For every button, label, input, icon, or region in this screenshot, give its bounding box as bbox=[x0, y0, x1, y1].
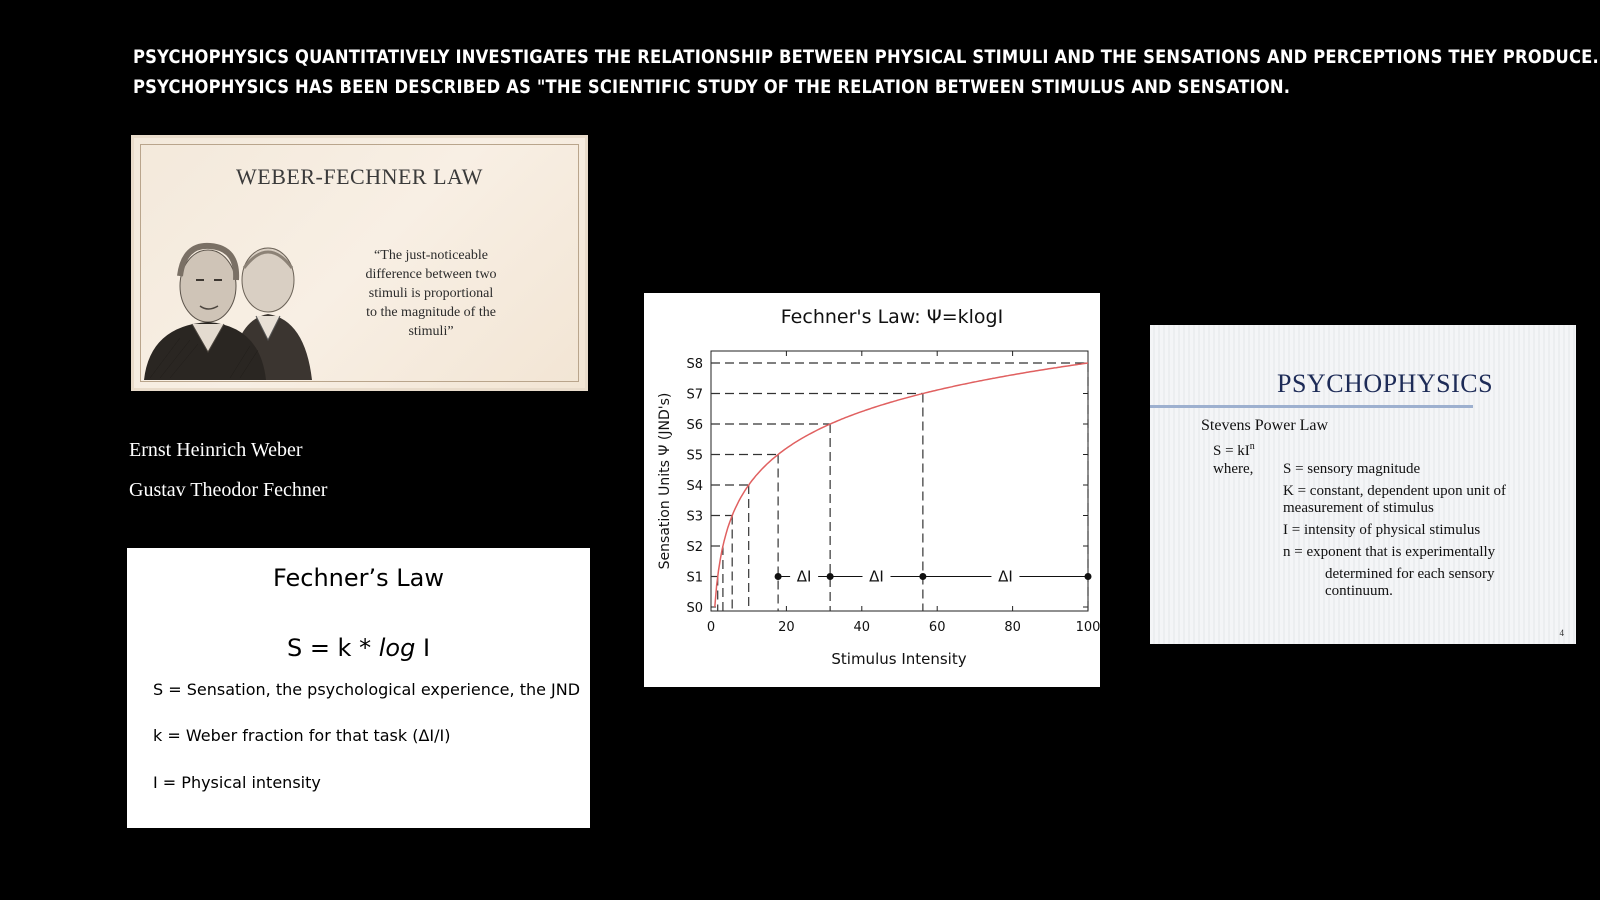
x-axis-label: Stimulus Intensity bbox=[831, 650, 967, 668]
x-tick-label: 100 bbox=[1075, 620, 1100, 635]
quote-line: “The just-noticeable bbox=[374, 248, 488, 263]
definition-s: S = Sensation, the psychological experience, the JND bbox=[153, 680, 581, 699]
headline bbox=[133, 42, 1599, 102]
fechner-law-title: Fechner’s Law bbox=[273, 564, 444, 592]
portraits-engraving bbox=[140, 228, 330, 380]
scientist-names bbox=[129, 430, 327, 510]
y-tick-label: S8 bbox=[686, 357, 703, 372]
formula-prefix: S = k * bbox=[286, 634, 379, 662]
fechner-curve bbox=[715, 363, 1088, 607]
x-tick-label: 60 bbox=[928, 620, 946, 635]
title-underline bbox=[1150, 405, 1473, 408]
chart-title: Fechner's Law: Ψ=klogI bbox=[780, 306, 1004, 328]
y-tick-label: S2 bbox=[686, 540, 703, 555]
formula-main: S = kI bbox=[1213, 443, 1250, 459]
y-tick-label: S6 bbox=[686, 418, 703, 433]
delta-label: ΔI bbox=[869, 567, 884, 586]
fechner-formula bbox=[127, 634, 590, 662]
definition-k: k = Weber fraction for that task (ΔI/I) bbox=[153, 726, 451, 745]
def-n-1: n = exponent that is experimentally bbox=[1283, 544, 1496, 560]
def-n-2: determined for each sensory bbox=[1325, 566, 1495, 582]
delta-label: ΔI bbox=[998, 567, 1013, 586]
weber-fechner-quote bbox=[356, 246, 506, 341]
headline-line-1: PSYCHOPHYSICS QUANTITATIVELY INVESTIGATES THE RELATIONSHIP BETWEEN PHYSICAL STIMULI AND THE SENSATIONS AND PERCEPTIONS THEY PRODUCE. bbox=[133, 46, 1599, 68]
quote-line: stimuli is proportional bbox=[368, 286, 494, 301]
x-tick-label: 80 bbox=[1004, 620, 1021, 635]
y-axis-label: Sensation Units Ψ (JND's) bbox=[657, 392, 673, 570]
y-tick-label: S1 bbox=[686, 570, 703, 586]
chart-svg bbox=[644, 293, 1100, 687]
stevens-power-law-slide bbox=[1150, 325, 1576, 644]
def-k-2: measurement of stimulus bbox=[1283, 500, 1434, 516]
name-weber: Ernst Heinrich Weber bbox=[129, 439, 303, 461]
delta-marker bbox=[827, 573, 834, 580]
stevens-formula bbox=[1213, 438, 1255, 460]
def-k-1: K = constant, dependent upon unit of bbox=[1283, 483, 1507, 499]
y-tick-label: S7 bbox=[686, 387, 703, 403]
chart-layer bbox=[686, 351, 1100, 635]
plot-frame bbox=[711, 351, 1088, 611]
delta-label: ΔI bbox=[796, 567, 812, 586]
def-n-3: continuum. bbox=[1325, 583, 1393, 599]
quote-line: stimuli” bbox=[408, 324, 454, 339]
fechner-law-box bbox=[127, 548, 590, 828]
weber-fechner-card bbox=[131, 135, 588, 391]
formula-suffix: I bbox=[415, 634, 431, 662]
delta-marker bbox=[775, 573, 782, 580]
delta-marker bbox=[919, 573, 926, 580]
quote-line: difference between two bbox=[365, 267, 497, 282]
quote-line: to the magnitude of the bbox=[366, 305, 496, 320]
formula-exponent: n bbox=[1249, 441, 1255, 452]
def-i: I = intensity of physical stimulus bbox=[1283, 522, 1481, 538]
stevens-heading: Stevens Power Law bbox=[1201, 417, 1329, 434]
page-number: 4 bbox=[1559, 628, 1564, 638]
x-tick-label: 0 bbox=[706, 620, 716, 635]
y-tick-label: S5 bbox=[686, 448, 703, 464]
formula-log: log bbox=[378, 634, 416, 662]
y-tick-label: S4 bbox=[686, 479, 703, 494]
delta-marker bbox=[1085, 573, 1092, 580]
x-tick-label: 40 bbox=[853, 620, 871, 635]
stevens-title: PSYCHOPHYSICS bbox=[1277, 369, 1494, 398]
y-tick-label: S0 bbox=[686, 601, 703, 616]
where-label: where, bbox=[1213, 461, 1254, 477]
fechner-chart bbox=[644, 293, 1100, 687]
x-tick-label: 20 bbox=[778, 620, 795, 635]
def-s: S = sensory magnitude bbox=[1283, 461, 1421, 477]
y-tick-label: S3 bbox=[686, 509, 703, 525]
name-fechner: Gustav Theodor Fechner bbox=[129, 479, 328, 501]
definition-i: I = Physical intensity bbox=[153, 773, 321, 792]
weber-fechner-title: WEBER-FECHNER LAW bbox=[236, 164, 483, 189]
headline-line-2: PSYCHOPHYSICS HAS BEEN DESCRIBED AS "THE SCIENTIFIC STUDY OF THE RELATION BETWEEN STIMULUS AND SENSATION. bbox=[133, 76, 1291, 98]
